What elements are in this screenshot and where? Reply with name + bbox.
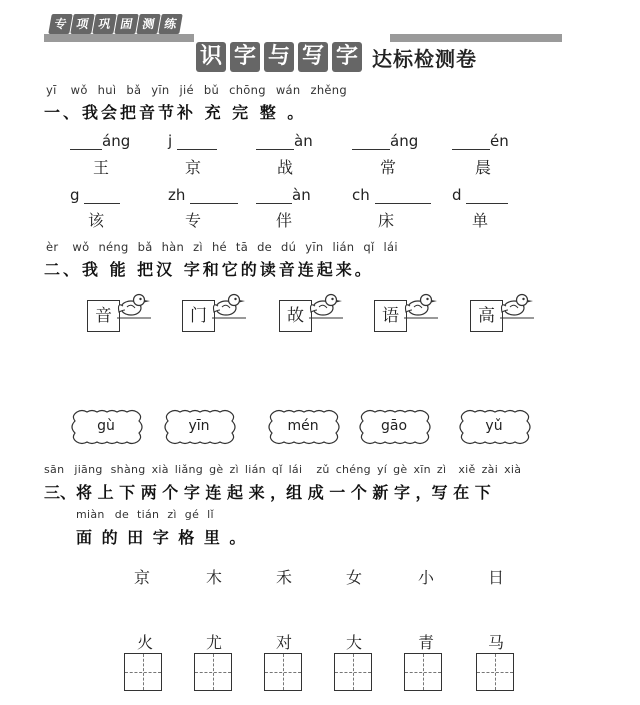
sound-label[interactable]: yǔ	[485, 418, 503, 434]
hanzi-bottom[interactable]: 青	[418, 633, 435, 652]
title-rest: 达标检测卷	[372, 46, 477, 71]
hanzi: 伴	[276, 211, 293, 230]
hanzi: 床	[378, 211, 395, 230]
sound-label[interactable]: yīn	[188, 418, 210, 434]
banner-char: 练	[158, 14, 183, 34]
hanzi-top[interactable]: 日	[488, 568, 505, 587]
section3-pinyin-line2: miàn de tián zì gé lǐ	[76, 508, 214, 521]
pinyin-blank-item[interactable]: áng	[352, 132, 418, 150]
bird-icon	[307, 290, 345, 324]
title-boxed-char: 识	[196, 42, 226, 72]
banner-char: 专	[48, 14, 73, 34]
hanzi: 王	[93, 158, 110, 177]
pinyin-blank-item[interactable]: áng	[70, 132, 130, 150]
pinyin-blank-item[interactable]: àn	[256, 186, 311, 204]
sound-label[interactable]: gù	[97, 418, 115, 434]
title-boxed-char: 字	[230, 42, 260, 72]
hanzi-top[interactable]: 京	[134, 568, 151, 587]
hanzi: 专	[185, 211, 202, 230]
tianzige-cell[interactable]	[194, 653, 232, 691]
char-box[interactable]: 故	[279, 300, 312, 332]
pinyin-blank-item[interactable]: g	[70, 186, 120, 204]
hanzi: 战	[277, 158, 294, 177]
pinyin-blank-item[interactable]: d	[452, 186, 508, 204]
pinyin-blank-item[interactable]: àn	[256, 132, 313, 150]
banner-char: 巩	[92, 14, 117, 34]
hanzi-bottom[interactable]: 马	[488, 633, 505, 652]
hanzi: 晨	[475, 158, 492, 177]
hanzi-bottom[interactable]: 火	[137, 633, 154, 652]
sound-label[interactable]: gāo	[380, 418, 408, 434]
section1-heading: 一、我会把音节补 充 完 整 。	[44, 103, 307, 122]
hanzi: 该	[88, 211, 105, 230]
tianzige-cell[interactable]	[404, 653, 442, 691]
hanzi: 常	[380, 158, 397, 177]
section2-heading: 二、我 能 把汉 字和它的读音连起来。	[44, 260, 374, 279]
hanzi: 京	[185, 158, 202, 177]
tianzige-cell[interactable]	[334, 653, 372, 691]
hanzi-top[interactable]: 木	[206, 568, 223, 587]
hanzi-top[interactable]: 女	[346, 568, 363, 587]
pinyin-blank-item[interactable]: j	[168, 132, 217, 150]
title-boxed-char: 字	[332, 42, 362, 72]
pinyin-blank-item[interactable]: ch	[352, 186, 431, 204]
pinyin-blank-item[interactable]: zh	[168, 186, 238, 204]
banner-bar-right	[390, 34, 562, 42]
hanzi: 单	[472, 211, 489, 230]
section3-heading-line2: 面 的 田 字 格 里 。	[76, 528, 248, 547]
sound-label[interactable]: mén	[287, 418, 319, 434]
bird-icon	[115, 290, 153, 324]
bird-icon	[210, 290, 248, 324]
banner-char: 项	[70, 14, 95, 34]
char-box[interactable]: 音	[87, 300, 120, 332]
banner-bar-left	[44, 34, 194, 42]
page-title	[196, 42, 477, 72]
title-boxed-char: 写	[298, 42, 328, 72]
tianzige-cell[interactable]	[124, 653, 162, 691]
char-box[interactable]: 高	[470, 300, 503, 332]
bird-icon	[402, 290, 440, 324]
banner-label	[50, 14, 181, 34]
banner-char: 固	[114, 14, 139, 34]
tianzige-cell[interactable]	[476, 653, 514, 691]
hanzi-top[interactable]: 禾	[276, 568, 293, 587]
hanzi-top[interactable]: 小	[418, 568, 435, 587]
title-boxed-char: 与	[264, 42, 294, 72]
banner-char: 测	[136, 14, 161, 34]
pinyin-blank-item[interactable]: én	[452, 132, 509, 150]
section3-heading-line1: 三、将 上 下 两 个 字 连 起 来 ，组 成 一 个 新 字 ，写 在 下	[44, 483, 491, 502]
bird-icon	[498, 290, 536, 324]
section3-pinyin-line1: sān jiāng shàng xià liǎng gè zì lián qǐ lái zǔ chéng yí gè xīn zì xiě zài xià	[44, 463, 522, 476]
hanzi-bottom[interactable]: 对	[276, 633, 293, 652]
tianzige-cell[interactable]	[264, 653, 302, 691]
char-box[interactable]: 门	[182, 300, 215, 332]
hanzi-bottom[interactable]: 尤	[206, 633, 223, 652]
hanzi-bottom[interactable]: 大	[346, 633, 363, 652]
section1-pinyin: yī wǒ huì bǎ yīn jié bǔ chōng wán zhěng	[46, 83, 347, 97]
char-box[interactable]: 语	[374, 300, 407, 332]
section2-pinyin: èr wǒ néng bǎ hàn zì hé tā de dú yīn lián qǐ lái	[46, 240, 398, 254]
